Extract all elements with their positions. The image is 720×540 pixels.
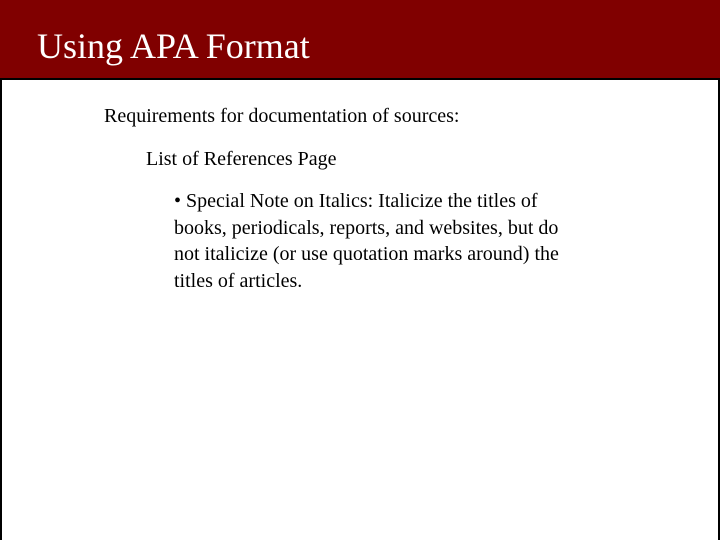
heading-references-page: List of References Page	[146, 148, 337, 170]
frame-left-border	[0, 78, 2, 540]
slide-title: Using APA Format	[37, 26, 310, 66]
bullet-line: books, periodicals, reports, and websites, but do	[174, 216, 559, 239]
title-bar	[0, 0, 720, 78]
heading-requirements: Requirements for documentation of sources:	[104, 105, 460, 127]
bullet-italics-note	[174, 188, 654, 294]
bullet-line: not italicize (or use quotation marks around) the	[174, 243, 559, 265]
bullet-line: titles of articles.	[174, 269, 303, 292]
frame-top-border	[0, 78, 720, 80]
bullet-line: • Special Note on Italics: Italicize the titles of	[174, 190, 538, 212]
